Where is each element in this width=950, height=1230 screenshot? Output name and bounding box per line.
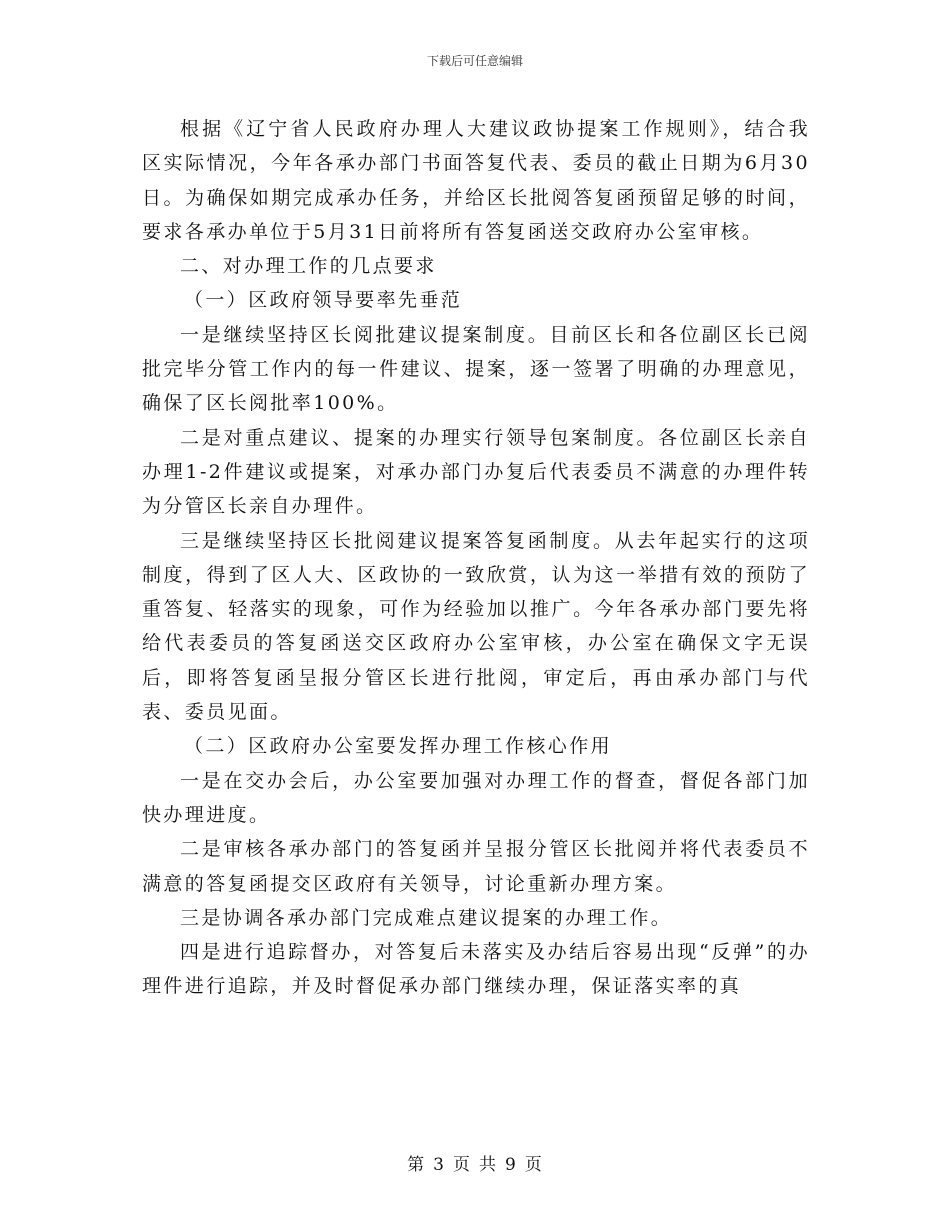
paragraph-deadline: 根据《辽宁省人民政府办理人大建议政协提案工作规则》，结合我区实际情况，今年各承办部门书面答复代表、委员的截止日期为6月30日。为确保如期完成承办任务，并给区长批阅答复函预留足够的时间，要求各承办单位于5月31日前将所有答复函送交政府办公室审核。 [142, 118, 810, 243]
footer-total-unit: 页 [524, 1155, 543, 1175]
document-body [142, 112, 810, 1004]
footer-page-unit: 页 [453, 1155, 471, 1175]
footer-total-prefix: 共 [479, 1155, 497, 1175]
section-heading-requirements: 二、对办理工作的几点要求 [180, 255, 437, 278]
paragraph-review-system: 一是继续坚持区长阅批建议提案制度。目前区长和各位副区长已阅批完毕分管工作内的每一件建议、提案，逐一签署了明确的办理意见，确保了区长阅批率100%。 [142, 323, 810, 415]
page-header: 下载后可任意编辑 [426, 54, 523, 68]
paragraph-coordination: 三是协调各承办部门完成难点建议提案的办理工作。 [180, 906, 673, 929]
footer-current-page: 3 [433, 1155, 445, 1175]
paragraph-supervision: 一是在交办会后，办公室要加强对办理工作的督查，督促各部门加快办理进度。 [142, 769, 810, 826]
subsection-heading-office-role: （二）区政府办公室要发挥办理工作核心作用 [184, 735, 613, 758]
footer-prefix: 第 [407, 1155, 426, 1175]
paragraph-reply-letter-system: 三是继续坚持区长批阅建议提案答复函制度。从去年起实行的这项制度，得到了区人大、区政协的一致欣赏，认为这一举措有效的预防了重答复、轻落实的现象，可作为经验加以推广。今年各承办部门要先将给代表委员的答复函送交区政府办公室审核，办公室在确保文字无误后，即将答复函呈报分管区长进行批阅，审定后，再由承办部门与代表、委员见面。 [142, 529, 810, 724]
page-footer [0, 1153, 950, 1177]
subsection-heading-leadership: （一）区政府领导要率先垂范 [184, 289, 463, 312]
paragraph-audit: 二是审核各承办部门的答复函并呈报分管区长批阅并将代表委员不满意的答复函提交区政府有关领导，讨论重新办理方案。 [142, 838, 810, 895]
footer-total-pages: 9 [505, 1155, 517, 1175]
paragraph-leader-case-system: 二是对重点建议、提案的办理实行领导包案制度。各位副区长亲自办理1-2件建议或提案，对承办部门办复后代表委员不满意的办理件转为分管区长亲自办理件。 [142, 426, 810, 518]
paragraph-tracking: 四是进行追踪督办，对答复后未落实及办结后容易出现“反弹”的办理件进行追踪，并及时督促承办部门继续办理，保证落实率的真 [142, 941, 810, 998]
